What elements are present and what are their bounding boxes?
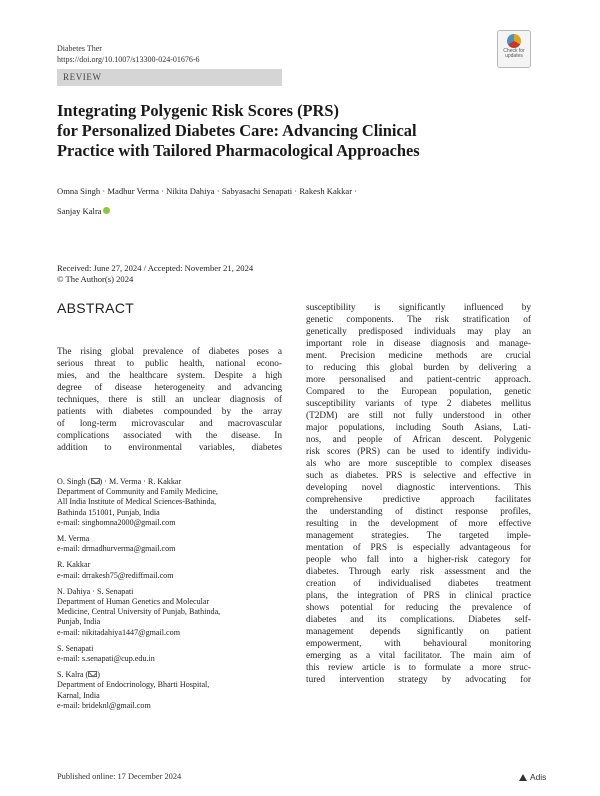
affiliation-block — [57, 670, 282, 711]
orcid-icon[interactable] — [103, 207, 110, 214]
abstract-column-2 — [306, 302, 531, 686]
crossmark-logo-icon — [507, 34, 521, 48]
affiliation-block — [57, 560, 282, 580]
affiliation-authors: S. Senapati — [57, 643, 94, 653]
abstract-line: risk scores (PRS) can be used to identify individu- — [306, 447, 531, 457]
adis-logo-icon — [519, 774, 527, 781]
article-type-bar: REVIEW — [57, 69, 282, 86]
doi-link[interactable]: https://doi.org/10.1007/s13300-024-01676-6 — [57, 55, 200, 64]
abstract-line: shows potential for reducing the prevalence of — [306, 603, 531, 613]
affiliation-authors: N. Dahiya · S. Senapati — [57, 586, 134, 596]
abstract-line: The rising global prevalence of diabetes poses a — [57, 347, 282, 357]
affiliation-block — [57, 644, 282, 664]
affiliation-line: Punjab, India — [57, 617, 101, 627]
title-line: Practice with Tailored Pharmacological Approaches — [57, 141, 420, 160]
affiliation-email[interactable]: e-mail: drrakesh75@rediffmail.com — [57, 570, 174, 580]
abstract-line: more personalised and patient-centric approach. — [306, 375, 531, 385]
affiliation-email[interactable]: e-mail: s.senapati@cup.edu.in — [57, 654, 155, 664]
affiliation-block — [57, 587, 282, 638]
abstract-line: nos, and people of African descent. Polygenic — [306, 435, 531, 445]
publisher-logo — [519, 772, 546, 782]
crossmark-icon[interactable] — [497, 30, 531, 68]
abstract-line: such as diabetes. PRS is selective and effective in — [306, 471, 531, 481]
abstract-line: important role in disease diagnosis and manage- — [306, 339, 531, 349]
abstract-line: people who fall into a higher-risk category for — [306, 555, 531, 565]
affiliation-line: All India Institute of Medical Sciences-Bathinda, — [57, 497, 217, 507]
crossmark-text-2: updates — [505, 53, 523, 59]
abstract-line: mies, and the healthcare system. Despite a high — [57, 371, 282, 381]
abstract-line: complications associated with the disease. In — [57, 431, 282, 441]
abstract-line: management strategies. The targeted imple- — [306, 531, 531, 541]
abstract-line: (T2DM) are still not fully understood in other — [306, 411, 531, 421]
affiliation-email[interactable]: e-mail: nikitadahiya1447@gmail.com — [57, 627, 180, 637]
abstract-line: management depends significantly on patient — [306, 627, 531, 637]
abstract-line: comprehensive predictive approach facilitates — [306, 495, 531, 505]
publisher-name: Adis — [530, 772, 547, 782]
title-line: Integrating Polygenic Risk Scores (PRS) — [57, 101, 339, 120]
abstract-line: susceptibility variants of type 2 diabetes mellitus — [306, 399, 531, 409]
abstract-line: developing novel diagnostic interventions. This — [306, 483, 531, 493]
title-line: for Personalized Diabetes Care: Advancing Clinical — [57, 121, 417, 140]
affiliation-line: Department of Human Genetics and Molecular — [57, 597, 210, 607]
journal-name: Diabetes Ther — [57, 44, 102, 53]
abstract-line: resulting in the development of more effective — [306, 519, 531, 529]
affiliation-line: Medicine, Central University of Punjab, Bathinda, — [57, 607, 221, 617]
article-title — [57, 101, 547, 161]
abstract-line: mentation of PRS is especially advantageous for — [306, 543, 531, 553]
abstract-line: empowerment, with behavioural monitoring — [306, 639, 531, 649]
abstract-line: genetically predisposed individuals may play an — [306, 327, 531, 337]
abstract-line: degree of disease heterogeneity and advancing — [57, 383, 282, 393]
abstract-line: genetic components. The risk stratification of — [306, 315, 531, 325]
affiliation-line: Department of Community and Family Medicine, — [57, 487, 218, 497]
envelope-icon[interactable] — [88, 671, 97, 677]
received-accepted: Received: June 27, 2024 / Accepted: November 21, 2024 — [57, 263, 254, 273]
abstract-line: this review article is to formulate a more struc- — [306, 663, 531, 673]
author-name: O. Singh — [57, 477, 86, 486]
author-name[interactable]: Sanjay Kalra — [57, 206, 102, 216]
abstract-line: ment. Precision medicine methods are crucial — [306, 351, 531, 361]
author-name: S. Kalra — [57, 670, 84, 680]
affiliation-authors: R. Kakkar — [57, 560, 91, 570]
abstract-line: susceptibility is significantly influenced by — [306, 303, 531, 313]
abstract-line: techniques, there is still an unclear diagnosis of — [57, 395, 282, 405]
abstract-column-1 — [57, 346, 282, 454]
article-dates — [57, 263, 253, 285]
abstract-line: plans, the integration of PRS in clinical practice — [306, 591, 531, 601]
abstract-line: Compared to the European population, genetic — [306, 387, 531, 397]
crossmark-text-1: Check for — [503, 48, 525, 54]
affiliation-authors: S. Kalra ( ) — [57, 670, 100, 680]
abstract-line: addition to environmental variables, diabetes — [57, 443, 282, 453]
affiliation-email[interactable]: e-mail: singhomna2000@gmail.com — [57, 517, 176, 527]
authors-line: Omna Singh · Madhur Verma · Nikita Dahiya · Sabyasachi Senapati · Rakesh Kakkar · — [57, 186, 358, 196]
published-online: Published online: 17 December 2024 — [57, 772, 182, 781]
affiliation-email[interactable]: e-mail: drmadhurverma@gmail.com — [57, 544, 176, 554]
abstract-line: serious threat to public health, national econo- — [57, 359, 282, 369]
abstract-line: tured intervention strategy by advocating for — [306, 675, 531, 685]
journal-header — [57, 43, 200, 65]
abstract-line: major populations, including South Asians, Lati- — [306, 423, 531, 433]
abstract-line: patients with diabetes compounded by the array — [57, 407, 282, 417]
copyright: © The Author(s) 2024 — [57, 274, 134, 284]
affiliation-block — [57, 477, 282, 528]
abstract-line: to reducing this global burden by delivering a — [306, 363, 531, 373]
affiliation-line: Bathinda 151001, Punjab, India — [57, 507, 160, 517]
affiliation-line: Karnal, India — [57, 690, 100, 700]
abstract-line: the understanding of distinct response profiles, — [306, 507, 531, 517]
affiliation-email[interactable]: e-mail: brideknl@gmail.com — [57, 700, 151, 710]
abstract-line: of long-term microvascular and macrovascular — [57, 419, 282, 429]
affiliation-authors: O. Singh ( ) · M. Verma · R. Kakkar — [57, 477, 182, 486]
abstract-line: creation of individualised diabetes treatment — [306, 579, 531, 589]
affiliation-block — [57, 534, 282, 554]
abstract-line: emerging as a vital facilitator. The main aim of — [306, 651, 531, 661]
author-name: · M. Verma · R. Kakkar — [104, 477, 182, 486]
abstract-line: diabetes. Through early risk assessment and the — [306, 567, 531, 577]
affiliations-footnote — [57, 477, 282, 717]
affiliation-authors: M. Verma — [57, 534, 90, 544]
envelope-icon[interactable] — [91, 478, 100, 484]
affiliation-line: Department of Endocrinology, Bharti Hospital, — [57, 680, 210, 690]
author-list — [57, 181, 457, 221]
abstract-line: diabetes and its complications. Diabetes self- — [306, 615, 531, 625]
authors-line-2 — [57, 201, 457, 221]
abstract-heading: ABSTRACT — [57, 300, 135, 316]
abstract-line: als who are more susceptible to complex diseases — [306, 459, 531, 469]
